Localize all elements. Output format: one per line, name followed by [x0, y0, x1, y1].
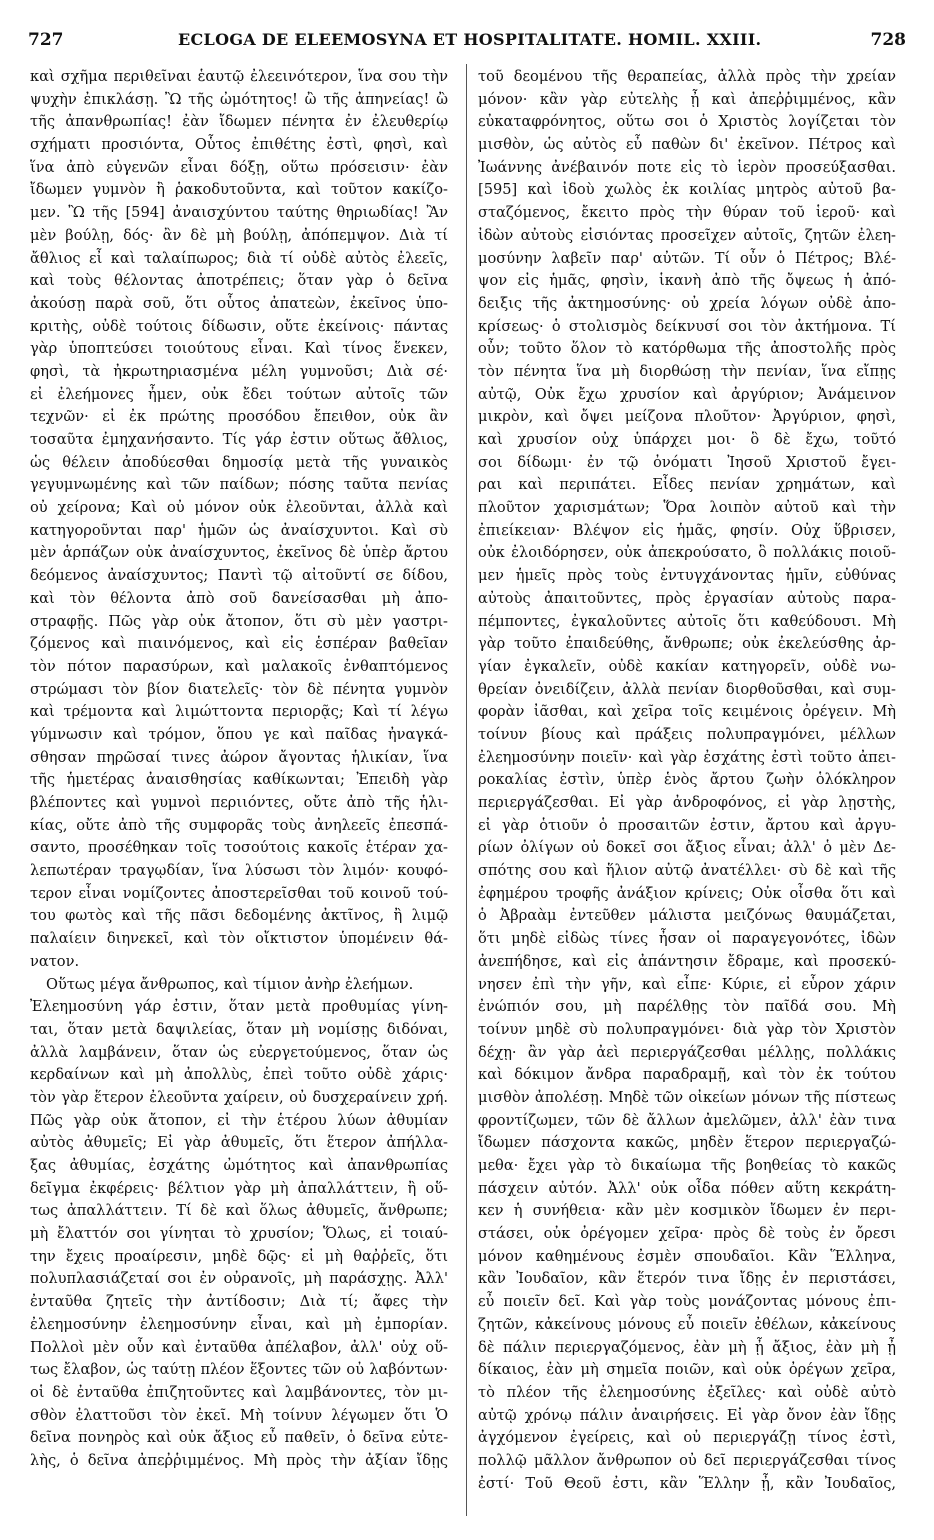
- text-line: καὶ τρέμοντα καὶ λιμώττοντα περιορᾷς; Καὶ τί λέγω: [30, 703, 448, 721]
- text-line: στάσει, οὐκ ὀρέγομεν χεῖρα· πρὸς δὲ τοὺς ἐν ὄρεσι: [478, 1225, 896, 1243]
- text-line: μισθὸν, ὡς αὐτὸς εὖ παθὼν δι' ἐκεῖνον. Πέτρος καὶ: [478, 136, 896, 154]
- text-line: οἱ δὲ ἐνταῦθα ἐπιζητοῦντες καὶ λαμβάνοντες, τὸν μι-: [30, 1383, 448, 1401]
- text-line: μεθα· ἔχει γὰρ τὸ δικαίωμα τῆς βοηθείας τὸ κακῶς: [478, 1157, 896, 1174]
- text-line: ραι καὶ περιπάτει. Εἶδες πενίαν χρημάτων, καὶ: [478, 476, 896, 494]
- text-line: ται, ὅταν μετὰ δαψιλείας, ὅταν μὴ νομίσῃς διδόναι,: [30, 1020, 448, 1038]
- page-number-right: 728: [870, 30, 906, 50]
- text-line: τὸν γὰρ ἕτερον ἐλεοῦντα χαίρειν, οὐ δυσχεραίνειν χρή.: [30, 1088, 448, 1106]
- text-line: ἄθλιος εἶ καὶ ταλαίπωρος; διὰ τί οὐδὲ αὐτὸς ἐλεεῖς,: [30, 249, 448, 267]
- text-line: τὸν πένητα ἵνα μὴ διορθώσῃ τὴν πενίαν, ἵνα εἴπῃς: [478, 362, 896, 380]
- text-line: στρώμασι τὸν βίον διατελεῖς· τὸν δὲ πένητα γυμνὸν: [30, 680, 448, 698]
- text-line: μὴ ἔλαττόν σοι γίνηται τὸ χρυσίον; Ὅλως, εἰ τοιαύ-: [30, 1225, 448, 1243]
- running-header: [28, 30, 906, 54]
- text-line: κἂν Ἰουδαῖον, κἂν ἕτερόν τινα ἴδῃς ἐν περιστάσει,: [478, 1270, 896, 1288]
- text-line: καὶ δόκιμον ἄνδρα παραδραμῇ, καὶ τὸν ἐκ τούτου: [478, 1066, 896, 1084]
- text-line: μὲν βούλῃ, δός· ἂν δὲ μὴ βούλῃ, ἀπόπεμψον. Διὰ τί: [30, 226, 448, 244]
- text-line: αὐτῷ, Οὐκ ἔχω χρυσίον καὶ ἀργύριον; Ἀνάμεινον: [478, 385, 896, 403]
- text-line: ἀλλὰ λαμβάνειν, ὅταν ὡς εὐεργετούμενος, ὅταν ὡς: [30, 1043, 448, 1061]
- text-line: σταζόμενος, ἔκειτο πρὸς τὴν θύραν τοῦ ἱεροῦ· καὶ: [478, 204, 896, 222]
- text-line: δεόμενος ἀναίσχυντος; Παντὶ τῷ αἰτοῦντί σε δίδου,: [30, 567, 448, 585]
- text-line: Πῶς γὰρ οὐκ ἄτοπον, εἰ τὴν ἑτέρου λύων ἀθυμίαν: [30, 1111, 448, 1129]
- text-line: ψυχὴν ἐπικλάσῃ. Ὢ τῆς ὠμότητος! ὢ τῆς ἀπηνείας! ὢ: [30, 90, 448, 108]
- text-line: καὶ χρυσίον οὐχ ὑπάρχει μοι· ὃ δὲ ἔχω, τοῦτό: [478, 431, 896, 448]
- text-line: αὐτῷ χρόνῳ πάλιν ἀναιρήσεις. Εἰ γὰρ ὄνον ἐὰν ἴδῃς: [478, 1406, 896, 1424]
- text-line: σπότης σου καὶ ἥλιον αὐτῷ ἀνατέλλει· σὺ δὲ καὶ τῆς: [478, 862, 896, 880]
- text-line: νατον.: [30, 952, 80, 970]
- text-line: πέμποντες, ἐγκαλοῦντες αὐτοῖς ὅτι καθεύδουσι. Μὴ: [478, 612, 896, 630]
- text-line: σθὸν ἐλαττοῦσι τὸν ἐκεῖ. Μὴ τοίνυν λέγωμεν ὅτι Ὁ: [30, 1406, 448, 1424]
- text-line: μεν ἡμεῖς πρὸς τοὺς ἐντυγχάνοντας ἡμῖν, εὐθύνας: [478, 567, 896, 585]
- text-line: δειξις τῆς ἀκτημοσύνης· οὐ χρεία λόγων οὐδὲ ἀπο-: [478, 294, 896, 312]
- text-line: γεγυμνωμένης καὶ τῶν παίδων; πόσης ταῦτα πενίας: [30, 476, 448, 494]
- text-line: μικρὸν, καὶ ὄψει μείζονα πλοῦτον· Ἀργύριον, φησὶ,: [478, 408, 896, 426]
- text-line: καὶ τοὺς θέλοντας ἀποτρέπεις; ὅταν γὰρ ὁ δεῖνα: [30, 272, 448, 290]
- left-column: [30, 66, 448, 1516]
- text-line: μοσύνην λαβεῖν παρ' αὐτῶν. Τί οὖν ὁ Πέτρος; Βλέ-: [478, 249, 896, 267]
- text-line: δίκαιος, ἐὰν μὴ σημεῖα ποιῶν, καὶ οὐκ ὀρέγων χεῖρα,: [478, 1361, 896, 1379]
- text-line: ἐνταῦθα ζητεῖς τὴν ἀντίδοσιν; Διὰ τί; ἄφες τὴν: [30, 1293, 448, 1311]
- text-line: σθησαν πηρῶσαί τινες ἀώρον ἄγοντας ἡλικίαν, ἵνα: [30, 748, 448, 766]
- text-line: λὴς, ὁ δεῖνα ἀπεῤῥιμμένος. Μὴ πρὸς τὴν ἀξίαν ἴδῃς: [30, 1451, 448, 1469]
- text-line: ἐπιείκειαν· Βλέψον εἰς ἡμᾶς, φησίν. Οὐχ ὕβρισεν,: [478, 521, 896, 539]
- text-line: οὐκ ἐλοιδόρησεν, οὐκ ἀπεκρούσατο, ὃ πολλάκις ποιοῦ-: [478, 544, 896, 562]
- text-line: ἴδωμεν γυμνὸν ἢ ῥακοδυτοῦντα, καὶ τοῦτον κακίζο-: [30, 181, 448, 199]
- text-line: βλέποντες καὶ γυμνοὶ περιιόντες, οὔτε ἀπὸ τῆς ἡλι-: [30, 794, 448, 811]
- text-line: περιεργάζεσθαι. Εἰ γὰρ ἀνδροφόνος, εἰ γὰρ λῃστὴς,: [478, 794, 896, 811]
- text-line: οὐ χείρονα; Καὶ οὐ μόνον οὐκ ἐλεοῦνται, ἀλλὰ καὶ: [30, 499, 448, 517]
- text-line: γύμνωσιν καὶ τρόμον, ὅπου γε καὶ παῖδας ἠναγκά-: [30, 725, 448, 743]
- text-line: ἐστί· Τοῦ Θεοῦ ἐστι, κἂν Ἕλλην ᾖ, κἂν Ἰουδαῖος,: [478, 1474, 896, 1492]
- text-line: κριτὴς, οὐδὲ τούτοις δίδωσιν, οὔτε ἐκείνοις· πάντας: [30, 317, 448, 335]
- text-line: δεῖνα πονηρὸς καὶ οὐκ ἄξιος εὖ παθεῖν, ὁ δεῖνα εὐτε-: [30, 1429, 448, 1447]
- text-line: ζητῶν, κἀκείνους μόνους εὖ ποιεῖν ἐθέλων, κἀκείνους: [478, 1315, 896, 1333]
- text-line: ἰδὼν αὐτοὺς εἰσιόντας προσεῖχεν αὐτοῖς, ζητῶν ἐλεη-: [478, 226, 896, 244]
- text-line: τως ἔλαβον, ὡς ταύτῃ πλέον ἕξοντες τῶν οὐ λαβόντων·: [30, 1361, 448, 1379]
- text-line: τὸ πλέον τῆς ἐλεημοσύνης ἐξεῖλες· καὶ οὐδὲ αὐτὸ: [478, 1383, 896, 1401]
- text-line: σχήματι προσιόντα, Οὗτος ἐπιθέτης ἐστὶ, φησὶ, καὶ: [30, 136, 448, 154]
- text-line: τερον εἶναι νομίζοντες ἀποστερεῖσθαι τοῦ κοινοῦ τού-: [30, 884, 448, 902]
- text-line: λεπωτέραν τραγῳδίαν, ἵνα λύσωσι τὸν λιμόν· κουφό-: [30, 862, 448, 880]
- text-line: αὐτοὺς ἀπαιτοῦντες, πρὸς ἐργασίαν αὐτοὺς παρα-: [478, 589, 896, 607]
- text-line: τῆς ἡμετέρας ἀναισθησίας καθίκωνται; Ἐπειδὴ γὰρ: [30, 771, 448, 789]
- text-line: ροκαλίας ἐστὶν, ὑπὲρ ἑνὸς ἄρτου ζωὴν ὁλόκληρον: [478, 771, 896, 789]
- text-line: ἀγχόμενον ἐγείρεις, καὶ οὐ περιεργάζῃ τίνος ἐστὶ,: [478, 1429, 896, 1447]
- text-line: μισθὸν ἀπολέσῃ. Μηδὲ τῶν οἰκείων μόνων τῆς πίστεως: [478, 1088, 896, 1106]
- text-line: δὲ πάλιν περιεργαζόμενος, ἐὰν μὴ ᾖ ἄξιος, ἐὰν μὴ ᾖ: [478, 1338, 896, 1356]
- text-line: τως ἀπαλλάττειν. Τί δὲ καὶ ὅλως ἀθυμεῖς, ἄνθρωπε;: [30, 1202, 448, 1220]
- text-line: μεν. Ὢ τῆς [594] ἀναισχύντου ταύτης θηριωδίας! Ἂν: [30, 204, 448, 222]
- text-line: εἰ γὰρ ὁτιοῦν ὁ προσαιτῶν ἐστιν, ἄρτου καὶ ἀργυ-: [478, 816, 896, 834]
- text-line: γὰρ ὑποπτεύσει τοιούτους εἶναι. Καὶ τίνος ἕνεκεν,: [30, 340, 448, 358]
- text-line: ἐνώπιόν σου, μὴ παρέλθῃς τὸν παῖδά σου. Μὴ: [478, 998, 896, 1016]
- text-line: Πολλοὶ μὲν οὖν καὶ ἐνταῦθα ἀπέλαβον, ἀλλ' οὐχ οὕ-: [30, 1338, 448, 1356]
- text-line: τεχνῶν· εἰ ἐκ πρώτης προσόδου ἔπειθον, οὐκ ἂν: [30, 408, 448, 426]
- text-line: ἐλεημοσύνην ἐλεημοσύνην εἶναι, καὶ μὴ ἐμπορίαν.: [30, 1315, 448, 1333]
- text-line: Οὕτως μέγα ἄνθρωπος, καὶ τίμιον ἀνὴρ ἐλεήμων.: [46, 975, 414, 993]
- text-line: γὰρ τοῦτο ἐπαιδεύθης, ἄνθρωπε; οὐκ ἐκελεύσθης ἀρ-: [478, 635, 896, 653]
- running-title: ECLOGA DE ELEEMOSYNA ET HOSPITALITATE. HOMIL. XXIII.: [178, 30, 762, 49]
- text-line: ἀκούσῃ παρὰ σοῦ, ὅτι οὗτος ἀπατεὼν, ἐκεῖνος ὑπο-: [30, 294, 448, 312]
- text-line: ἀνεπήδησε, καὶ εἰς ἀπάντησιν ἔδραμε, καὶ προσεκύ-: [478, 952, 896, 970]
- text-line: φησὶ, τὰ ἠκρωτηριασμένα μέλη γυμνοῦσι; Διὰ σέ·: [30, 362, 448, 380]
- text-line: ζόμενος καὶ πιαινόμενος, καὶ εἰς ἑσπέραν βαθεῖαν: [30, 635, 448, 653]
- text-line: στραφῇς. Πῶς γὰρ οὐκ ἄτοπον, ὅτι σὺ μὲν γαστρι-: [30, 612, 448, 630]
- text-line: ὅτι μηδὲ εἰδὼς τίνες ἦσαν οἱ παραγεγονότες, ἰδὼν: [478, 930, 896, 948]
- text-line: ἵνα ἀπὸ εὐγενῶν εἶναι δόξῃ, οὕτω πρόσεισιν· ἐὰν: [30, 158, 448, 176]
- text-line: [595] καὶ ἰδοὺ χωλὸς ἐκ κοιλίας μητρὸς αὐτοῦ βα-: [478, 181, 896, 199]
- text-line: ὡς θέλειν ἀποδύεσθαι δημοσίᾳ μετὰ τῆς γυναικὸς: [30, 453, 448, 471]
- text-line: ρίων ὀλίγων οὐ δοκεῖ σοι ἄξιος εἶναι; ἀλλ' ὁ μὲν Δε-: [478, 839, 896, 857]
- text-line: δεῖγμα ἐκφέρεις· βέλτιον γὰρ μὴ ἀπαλλάττειν, ἢ οὕ-: [30, 1179, 448, 1197]
- text-line: ἴδωμεν πάσχοντα κακῶς, μηδὲν ἕτερον περιεργαζώ-: [478, 1134, 896, 1152]
- text-line: κερδαίνων καὶ μὴ ἀπολλὺς, ἐπεὶ τοῦτο οὐδὲ χάρις·: [30, 1066, 448, 1084]
- text-line: ψον εἰς ἡμᾶς, φησὶν, ἱκανὴ ἀπὸ τῆς ὄψεως ἡ ἀπό-: [478, 272, 896, 290]
- text-line: καὶ τὸν θέλοντα ἀπὸ σοῦ δανείσασθαι μὴ ἀπο-: [30, 589, 448, 607]
- text-line: θρείαν ὀνειδίζειν, ἀλλὰ πενίαν διορθοῦσθαι, καὶ συμ-: [478, 680, 896, 698]
- text-line: τοίνυν βίους καὶ πράξεις πολυπραγμόνει, μέλλων: [478, 725, 896, 743]
- text-line: τοσαῦτα ἐμηχανήσαντο. Τίς γάρ ἐστιν οὕτως ἄθλιος,: [30, 431, 448, 448]
- text-line: κατηγοροῦνται παρ' ἡμῶν ὡς ἀναίσχυντοι. Καὶ σὺ: [30, 521, 448, 539]
- text-line: σαντο, προσέθηκαν τοῖς τοσούτοις κακοῖς ἑτέραν χα-: [30, 839, 448, 857]
- text-line: κεν ἡ συνήθεια· κἂν μὲν κοσμικὸν ἴδωμεν ἐν περι-: [478, 1202, 896, 1220]
- text-line: εὖ ποιεῖν δεῖ. Καὶ γὰρ τοὺς μονάζοντας μόνους ἐπι-: [478, 1293, 896, 1311]
- text-line: γίαν ἐγκαλεῖν, οὐδὲ κακίαν κατηγορεῖν, οὐδὲ νω-: [478, 657, 896, 675]
- text-line: πολυπλασιάζεταί σοι ἐν οὐρανοῖς, μὴ παράσχῃς. Ἀλλ': [30, 1270, 448, 1288]
- text-line: καὶ σχῆμα περιθεῖναι ἑαυτῷ ἐλεεινότερον, ἵνα σου τὴν: [30, 68, 448, 85]
- text-line: εἰ ἐλεήμονες ἦμεν, οὐκ ἔδει τούτων αὐτοῖς τῶν: [30, 385, 448, 403]
- text-line: φροντίζωμεν, τῶν δὲ ἄλλων ἀμελῶμεν, ἀλλ' ἐὰν τινα: [478, 1111, 896, 1129]
- text-line: ξας ἀθυμίας, ἐσχάτης ὠμότητος καὶ ἀπανθρωπίας: [30, 1157, 448, 1174]
- text-line: πλοῦτον χαρισμάτων; Ὅρα λοιπὸν αὐτοῦ καὶ τὴν: [478, 499, 896, 517]
- text-line: ὁ Ἀβραὰμ ἐντεῦθεν μάλιστα μειζόνως θαυμάζεται,: [478, 907, 896, 925]
- column-divider: [466, 64, 467, 1516]
- page-number-left: 727: [28, 30, 64, 50]
- text-line: τῆς ἀπανθρωπίας! ἐὰν ἴδωμεν πένητα ἐν ἐλευθερίῳ: [30, 113, 448, 131]
- text-line: κίας, οὔτε ἀπὸ τῆς συμφορᾶς τοὺς ἀνηλεεῖς ἐπεσπά-: [30, 816, 448, 834]
- text-line: μόνον καθημένους ἐσμὲν σπουδαῖοι. Κἂν Ἕλληνα,: [478, 1247, 896, 1265]
- text-line: εὐκαταφρόνητος, οὕτω σοι ὁ Χριστὸς λογίζεται τὸν: [478, 113, 896, 131]
- text-line: οὖν; τοῦτο ὅλον τὸ κατόρθωμα τῆς ἀποστολῆς πρὸς: [478, 340, 896, 358]
- text-line: την ἔχεις προαίρεσιν, μηδὲ δῷς· εἰ μὴ θαῤῥεῖς, ὅτι: [30, 1247, 448, 1265]
- text-line: κρίσεως· ὁ στολισμὸς δείκνυσί σοι τὸν ἀκτήμονα. Τί: [478, 317, 896, 335]
- text-line: του φωτὸς καὶ τῆς πᾶσι δεδομένης ἀκτῖνος, ἢ λιμῷ: [30, 907, 448, 925]
- text-line: φορὰν ἰᾶσθαι, καὶ χεῖρα τοῖς κειμένοις ὀρέγειν. Μὴ: [478, 703, 896, 721]
- text-line: σοι δίδωμι· ἐν τῷ ὀνόματι Ἰησοῦ Χριστοῦ ἔγει-: [478, 453, 896, 471]
- right-column: [478, 66, 896, 1516]
- text-line: ἐλεημοσύνην ποιεῖν· καὶ γὰρ ἐσχάτης ἐστὶ τοῦτο ἀπει-: [478, 748, 896, 766]
- text-line: τὸν πότον παρασύρων, καὶ μαλακοῖς ἐνθαπτόμενος: [30, 657, 448, 675]
- text-line: αὐτὸς ἀθυμεῖς; Εἰ γὰρ ἀθυμεῖς, ὅτι ἕτερον ἀπήλλα-: [30, 1134, 448, 1152]
- text-line: πολλῷ μᾶλλον ἄνθρωπον οὐ δεῖ περιεργάζεσθαι τίνος: [478, 1451, 896, 1469]
- text-line: ἐφημέρου τροφῆς ἀνάξιον κρίνεις; Οὐκ οἶσθα ὅτι καὶ: [478, 884, 896, 902]
- text-line: μόνον· κἂν γὰρ εὐτελὴς ᾖ καὶ ἀπεῤῥιμμένος, κἂν: [478, 90, 896, 108]
- text-line: τοίνυν μηδὲ σὺ πολυπραγμόνει· διὰ γὰρ τὸν Χριστὸν: [478, 1020, 896, 1038]
- text-line: μὲν ἁρπάζων οὐκ ἀναίσχυντος, ἐκεῖνος δὲ ὑπὲρ ἄρτου: [30, 544, 448, 562]
- text-line: νησεν ἐπὶ τὴν γῆν, καὶ εἶπε· Κύριε, εἰ εὗρον χάριν: [478, 975, 896, 993]
- text-line: δέχῃ· ἂν γὰρ ἀεὶ περιεργάζεσθαι μέλλῃς, πολλάκις: [478, 1043, 896, 1061]
- text-line: Ἐλεημοσύνη γάρ ἐστιν, ὅταν μετὰ προθυμίας γίνη-: [30, 998, 448, 1016]
- text-line: πάσχειν αὐτόν. Ἀλλ' οὐκ οἶδα πόθεν αὕτη κεκράτη-: [478, 1179, 896, 1197]
- text-line: τοῦ δεομένου τῆς θεραπείας, ἀλλὰ πρὸς τὴν χρείαν: [478, 68, 896, 85]
- text-line: παλαίειν διηνεκεῖ, καὶ τὸν οἴκτιστον ὑπομένειν θά-: [30, 930, 448, 948]
- text-line: Ἰωάννης ἀνέβαινόν ποτε εἰς τὸ ἱερὸν προσεύξασθαι.: [478, 158, 896, 176]
